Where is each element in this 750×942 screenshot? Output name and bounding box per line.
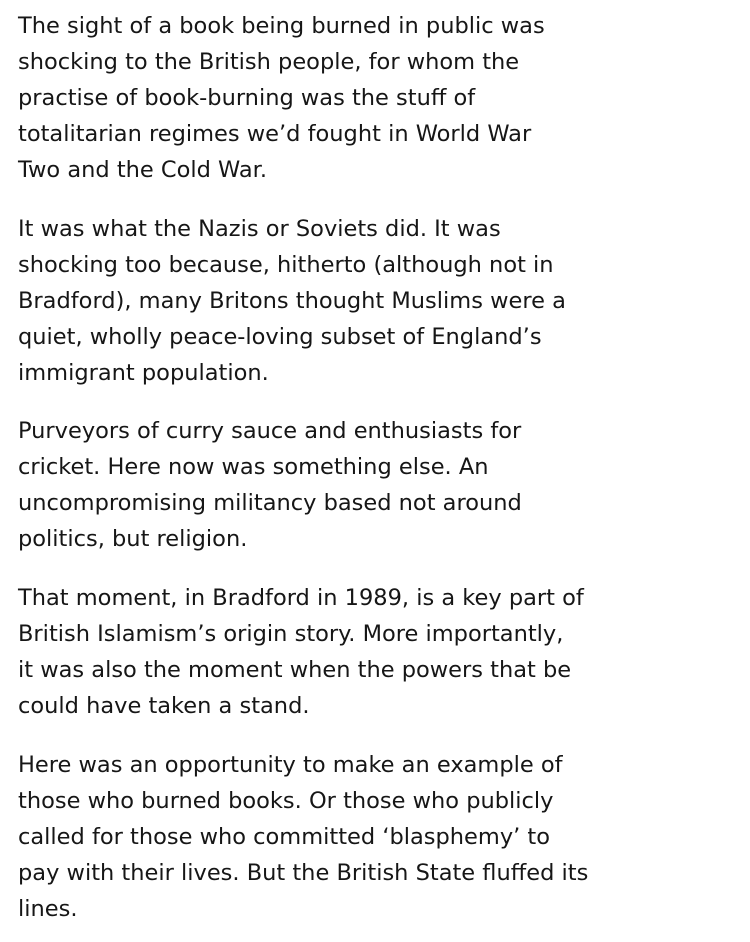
text-line: cricket. Here now was something else. An (18, 454, 489, 480)
text-line: Purveyors of curry sauce and enthusiasts for (18, 418, 522, 444)
paragraph-3 (18, 413, 522, 557)
paragraph-4 (18, 580, 584, 724)
text-line: immigrant population. (18, 360, 269, 386)
text-line: totalitarian regimes we’d fought in World War (18, 121, 532, 147)
text-line: it was also the moment when the powers that be (18, 657, 572, 683)
text-line: The sight of a book being burned in public was (18, 13, 545, 39)
text-line: practise of book-burning was the stuff of (18, 85, 476, 111)
paragraph-5 (18, 747, 588, 927)
text-line: lines. (18, 896, 78, 922)
text-line: uncompromising militancy based not around (18, 490, 522, 516)
text-line: It was what the Nazis or Soviets did. It was (18, 216, 501, 242)
paragraph-2 (18, 211, 566, 391)
text-line: Two and the Cold War. (18, 157, 267, 183)
text-line: Here was an opportunity to make an example of (18, 752, 563, 778)
text-line: could have taken a stand. (18, 693, 310, 719)
text-line: quiet, wholly peace-loving subset of England’s (18, 324, 542, 350)
text-line: shocking to the British people, for whom the (18, 49, 520, 75)
text-line: British Islamism’s origin story. More importantly, (18, 621, 564, 647)
text-line: pay with their lives. But the British State fluffed its (18, 860, 589, 886)
text-line: those who burned books. Or those who publicly (18, 788, 554, 814)
text-line: Bradford), many Britons thought Muslims were a (18, 288, 566, 314)
paragraph-1 (18, 8, 545, 188)
text-line: That moment, in Bradford in 1989, is a key part of (18, 585, 584, 611)
text-line: shocking too because, hitherto (although not in (18, 252, 554, 278)
text-line: called for those who committed ‘blasphemy’ to (18, 824, 551, 850)
text-line: politics, but religion. (18, 526, 248, 552)
